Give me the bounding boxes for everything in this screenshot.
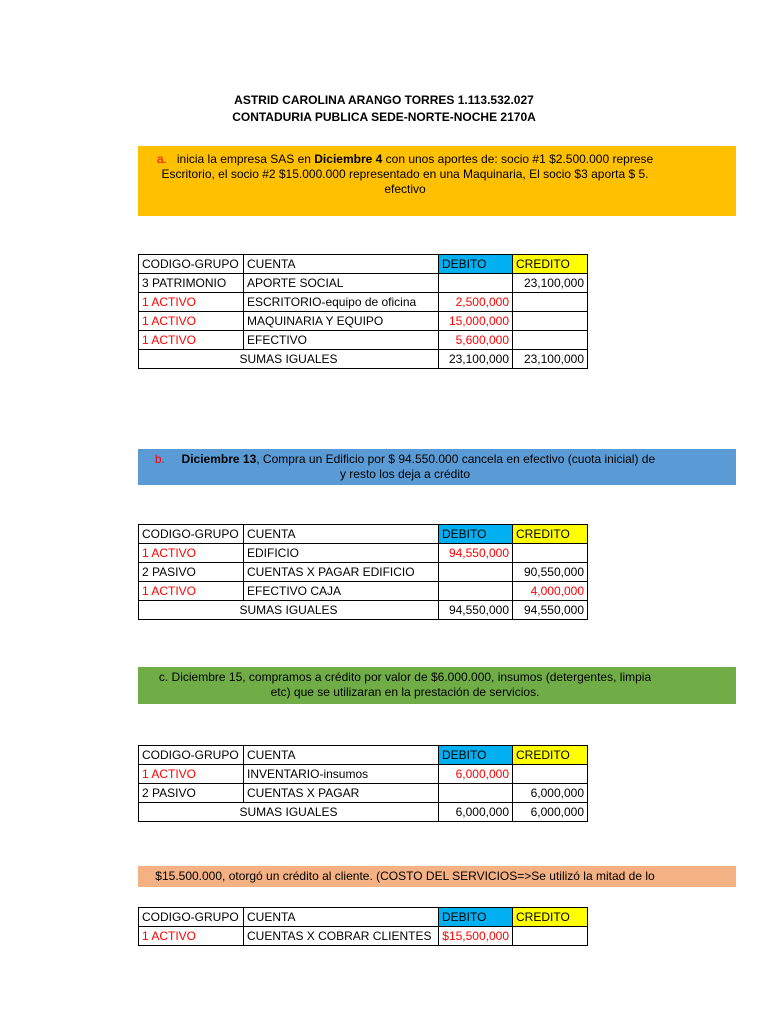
col-credito-header: CREDITO <box>513 908 588 927</box>
sum-row <box>139 350 588 369</box>
codigo-cell: 2 PASIVO <box>139 784 244 803</box>
col-debito-header: DEBITO <box>439 908 513 927</box>
course-line: CONTADURIA PUBLICA SEDE-NORTE-NOCHE 2170A <box>232 110 536 124</box>
col-cuenta-header: CUENTA <box>244 908 439 927</box>
debito-cell <box>439 784 513 803</box>
table-row <box>139 784 588 803</box>
cuenta-cell: EFECTIVO <box>244 331 439 350</box>
debito-cell <box>439 274 513 293</box>
codigo-cell: 1 ACTIVO <box>139 544 244 563</box>
credito-cell <box>513 544 588 563</box>
sum-row <box>139 803 588 822</box>
codigo-cell: 3 PATRIMONIO <box>139 274 244 293</box>
sumas-iguales-label: SUMAS IGUALES <box>139 803 439 822</box>
sum-credito: 94,550,000 <box>513 601 588 620</box>
col-credito-header: CREDITO <box>513 255 588 274</box>
cuenta-cell: APORTE SOCIAL <box>244 274 439 293</box>
section-a-letter: a. <box>156 152 167 166</box>
table-row <box>139 274 588 293</box>
section-c-text-2: etc) que se utilizaran en la prestación de servicios. <box>270 685 540 699</box>
codigo-cell: 2 PASIVO <box>139 563 244 582</box>
section-b-text-1: , Compra un Edificio por $ 94.550.000 cancela en efectivo (cuota inicial) de <box>256 452 656 466</box>
codigo-cell: 1 ACTIVO <box>139 312 244 331</box>
cuenta-cell: EFECTIVO CAJA <box>244 582 439 601</box>
section-d-text-1: $15.500.000, otorgó un crédito al cliente. (COSTO DEL SERVICIOS=>Se utilizó la mitad de lo <box>155 869 655 883</box>
col-cuenta-header: CUENTA <box>244 255 439 274</box>
codigo-cell: 1 ACTIVO <box>139 293 244 312</box>
table-header-row <box>139 255 588 274</box>
table-row <box>139 312 588 331</box>
sum-debito: 94,550,000 <box>439 601 513 620</box>
sum-credito: 6,000,000 <box>513 803 588 822</box>
section-a-text-2: con unos aportes de: socio #1 $2.500.000 represe <box>382 152 654 166</box>
ledger-table-c <box>138 745 588 822</box>
section-b-banner <box>138 449 736 485</box>
section-a-text-1: inicia la empresa SAS en <box>176 152 315 166</box>
table-header-row <box>139 525 588 544</box>
sum-row <box>139 601 588 620</box>
col-codigo-header: CODIGO-GRUPO <box>139 525 244 544</box>
col-debito-header: DEBITO <box>439 525 513 544</box>
cuenta-cell: CUENTAS X PAGAR <box>244 784 439 803</box>
section-b-text-2: y resto los deja a crédito <box>339 467 471 481</box>
cuenta-cell: MAQUINARIA Y EQUIPO <box>244 312 439 331</box>
section-a-date: Diciembre 4 <box>314 152 383 166</box>
credito-cell <box>513 765 588 784</box>
debito-cell: 15,000,000 <box>439 312 513 331</box>
table-header-row <box>139 746 588 765</box>
ledger-table-d <box>138 907 588 946</box>
student-name-line: ASTRID CAROLINA ARANGO TORRES 1.113.532.027 <box>234 93 534 107</box>
credito-cell: 6,000,000 <box>513 784 588 803</box>
sumas-iguales-label: SUMAS IGUALES <box>139 350 439 369</box>
credito-cell: 90,550,000 <box>513 563 588 582</box>
credito-cell: 23,100,000 <box>513 274 588 293</box>
section-c-banner <box>138 667 736 704</box>
credito-cell <box>513 331 588 350</box>
credito-cell <box>513 927 588 946</box>
section-a-text-3: Escritorio, el socio #2 $15.000.000 representado en una Maquinaria, El socio $3 aporta $ 5. <box>161 167 649 181</box>
col-debito-header: DEBITO <box>439 255 513 274</box>
debito-cell: $15,500,000 <box>439 927 513 946</box>
table-row <box>139 544 588 563</box>
section-d-banner <box>138 866 736 887</box>
ledger-table-b <box>138 524 588 620</box>
credito-cell <box>513 312 588 331</box>
col-credito-header: CREDITO <box>513 746 588 765</box>
sum-debito: 6,000,000 <box>439 803 513 822</box>
table-row <box>139 293 588 312</box>
section-a-text-4: efectivo <box>384 182 426 196</box>
section-c-text-1: c. Diciembre 15, compramos a crédito por valor de $6.000.000, insumos (detergentes, limpia <box>158 670 652 684</box>
cuenta-cell: EDIFICIO <box>244 544 439 563</box>
credito-cell: 4,000,000 <box>513 582 588 601</box>
table-row <box>139 563 588 582</box>
sumas-iguales-label: SUMAS IGUALES <box>139 601 439 620</box>
table-row <box>139 582 588 601</box>
cuenta-cell: CUENTAS X PAGAR EDIFICIO <box>244 563 439 582</box>
ledger-table-a <box>138 254 588 369</box>
cuenta-cell: ESCRITORIO-equipo de oficina <box>244 293 439 312</box>
col-codigo-header: CODIGO-GRUPO <box>139 255 244 274</box>
table-row <box>139 927 588 946</box>
col-cuenta-header: CUENTA <box>244 525 439 544</box>
codigo-cell: 1 ACTIVO <box>139 331 244 350</box>
table-header-row <box>139 908 588 927</box>
debito-cell <box>439 582 513 601</box>
debito-cell <box>439 563 513 582</box>
sum-credito: 23,100,000 <box>513 350 588 369</box>
section-a-banner <box>138 146 736 216</box>
col-cuenta-header: CUENTA <box>244 746 439 765</box>
col-debito-header: DEBITO <box>439 746 513 765</box>
cuenta-cell: CUENTAS X COBRAR CLIENTES <box>244 927 439 946</box>
table-row <box>139 765 588 784</box>
table-row <box>139 331 588 350</box>
col-credito-header: CREDITO <box>513 525 588 544</box>
credito-cell <box>513 293 588 312</box>
section-b-letter: b. <box>154 452 165 466</box>
debito-cell: 94,550,000 <box>439 544 513 563</box>
codigo-cell: 1 ACTIVO <box>139 927 244 946</box>
col-codigo-header: CODIGO-GRUPO <box>139 746 244 765</box>
col-codigo-header: CODIGO-GRUPO <box>139 908 244 927</box>
codigo-cell: 1 ACTIVO <box>139 765 244 784</box>
section-b-date: Diciembre 13 <box>181 452 257 466</box>
debito-cell: 2,500,000 <box>439 293 513 312</box>
codigo-cell: 1 ACTIVO <box>139 582 244 601</box>
debito-cell: 6,000,000 <box>439 765 513 784</box>
cuenta-cell: INVENTARIO-insumos <box>244 765 439 784</box>
debito-cell: 5,600,000 <box>439 331 513 350</box>
sum-debito: 23,100,000 <box>439 350 513 369</box>
